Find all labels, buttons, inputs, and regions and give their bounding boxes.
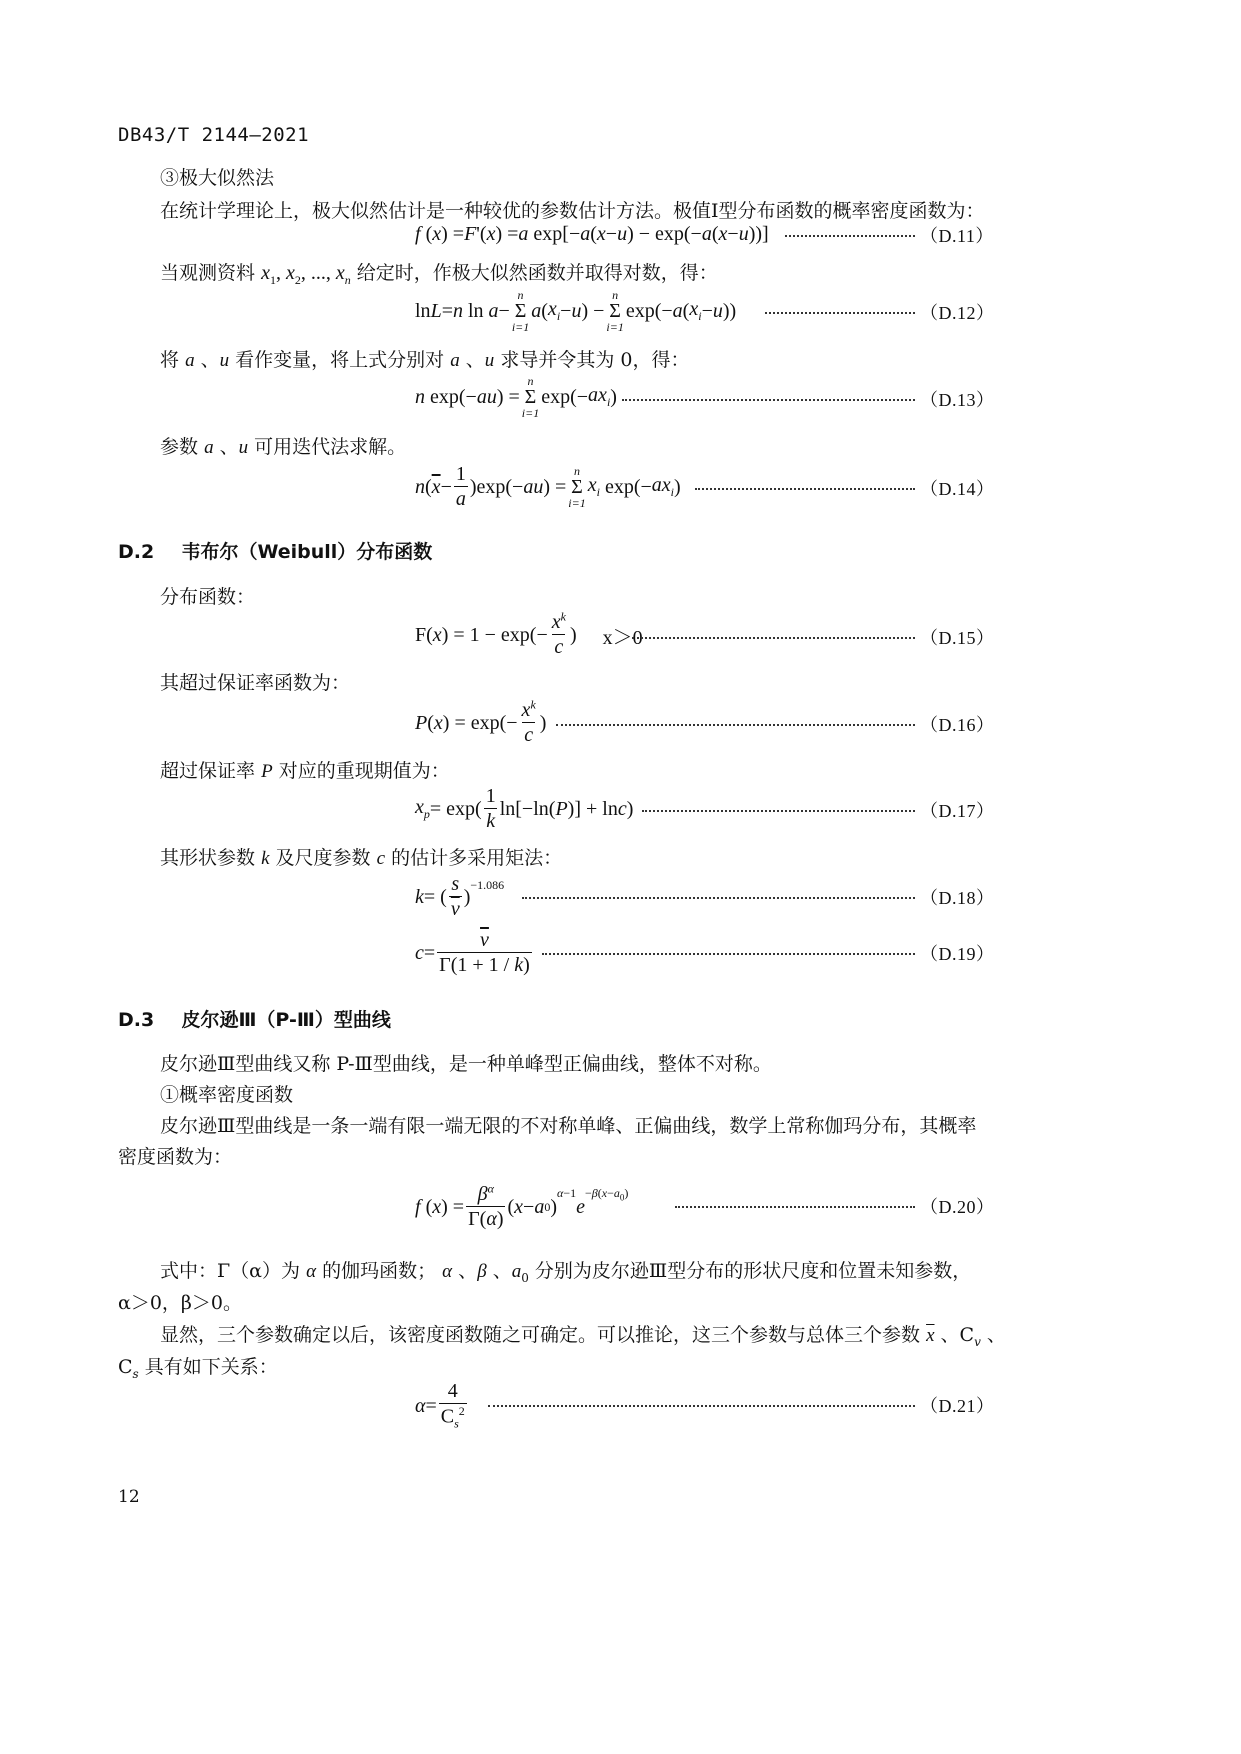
equation-number: （D.16）: [920, 715, 995, 735]
equation-number: （D.17）: [920, 801, 995, 821]
relation-text: 显然，三个参数确定以后，该密度函数随之可确定。可以推论，这三个参数与总体三个参数: [160, 1324, 921, 1346]
equation-d21: α = $\frac{4}{C_s^2}$: [415, 1380, 465, 1432]
equation-number: （D.18）: [920, 888, 995, 908]
pearson-description-line2: 密度函数为：: [118, 1146, 233, 1168]
leader-dots: [556, 724, 915, 726]
deriv-prefix: 将: [160, 349, 180, 371]
where-suffix: 分别为皮尔逊Ⅲ型分布的形状尺度和位置未知参数，: [534, 1260, 972, 1282]
exponent: −1.086: [470, 878, 505, 892]
leader-dots: [642, 810, 915, 812]
equation-d14: n ( $\overline{x}$ − $\frac{1}{a}$ )exp(− au ) = n Σ i=1 $x_i$ exp(− $ax_i$ ): [415, 463, 681, 510]
equation-number: （D.15）: [920, 628, 995, 648]
deriv-suffix: 求导并令其为 0，得：: [500, 349, 690, 371]
pearson-description-line1: 皮尔逊Ⅲ型曲线是一条一端有限一端无限的不对称单峰、正偏曲线，数学上常称伽玛分布，其概率: [160, 1115, 977, 1137]
iter-suffix: 可用迭代法求解。: [254, 436, 407, 458]
where-mid: 的伽玛函数；: [322, 1260, 437, 1282]
exceedance-label: 其超过保证率函数为：: [160, 672, 351, 694]
shape-prefix: 其形状参数: [160, 847, 256, 869]
method-title: ③极大似然法: [160, 167, 275, 189]
section-number: D.3: [118, 1009, 155, 1031]
return-suffix: 对应的重现期值为：: [278, 760, 450, 782]
intro-paragraph: 在统计学理论上，极大似然估计是一种较优的参数估计方法。极值Ⅰ型分布函数的概率密度函数为：: [160, 200, 985, 222]
leader-dots: [695, 488, 915, 490]
document-id: DB43/T 2144—2021: [118, 124, 310, 146]
return-period-label: 超过保证率 P 对应的重现期值为：: [160, 760, 450, 782]
leader-dots: [542, 953, 915, 955]
leader-dots: [522, 897, 915, 899]
leader-dots: [675, 1206, 915, 1208]
derivative-paragraph: 将 a 、u 看作变量，将上式分别对 a 、u 求导并令其为 0，得：: [160, 349, 690, 371]
equation-d12: ln L = n ln a − n Σ i=1 a ( $x_i$ − u ) − n Σ i=1 exp(− a ( $x_i$ − u )): [415, 288, 737, 334]
section-heading-d2: [118, 537, 432, 564]
where-paragraph: 式中：Γ（α）为 α 的伽玛函数； α 、β 、$a_0$ 分别为皮尔逊Ⅲ型分布的形状尺度和位置未知参数，: [160, 1260, 972, 1285]
equation-number: （D.19）: [920, 944, 995, 964]
relation-suffix: 具有如下关系：: [144, 1356, 278, 1378]
obs-suffix: 给定时，作极大似然函数并取得对数，得：: [356, 262, 718, 284]
section-number: D.2: [118, 541, 155, 563]
equation-d19: c = $\frac{\overline{v}}{\Gamma(1 + 1 / k)}$: [415, 929, 530, 976]
pdf-subtitle: ①概率密度函数: [160, 1084, 294, 1106]
equation-d11: f ( x ) = F '( x ) = a exp[− a ( x − u ) − exp(− a ( x − u ))]: [415, 222, 769, 245]
shape-scale-label: 其形状参数 k 及尺度参数 c 的估计多采用矩法：: [160, 847, 563, 869]
return-prefix: 超过保证率: [160, 760, 256, 782]
equation-d18: k = ( $\frac{s}{v}$ ) $^{-1.086}$: [415, 873, 505, 920]
equation-number: （D.21）: [920, 1396, 995, 1416]
equation-d17: $x_p$ = exp( $\frac{1}{k}$ ln[−ln( P )] + ln c ): [415, 785, 634, 832]
obs-prefix: 当观测资料: [160, 262, 256, 284]
leader-dots: [632, 637, 915, 639]
leader-dots: [785, 235, 915, 237]
leader-dots: [488, 1405, 915, 1407]
leader-dots: [765, 312, 915, 314]
relation-paragraph-line2: $C_s$ 具有如下关系：: [118, 1356, 278, 1381]
equation-number: （D.20）: [920, 1197, 995, 1217]
equation-d13: n exp(− au ) = n Σ i=1 exp(− $ax_i$ ): [415, 374, 617, 420]
observation-paragraph: 当观测资料 $x_1$, $x_2$, ..., $x_n$ 给定时，作极大似然函数并取得对数，得：: [160, 262, 718, 287]
equation-number: （D.12）: [920, 303, 995, 323]
iteration-paragraph: 参数 a 、u 可用迭代法求解。: [160, 436, 407, 458]
leader-dots: [622, 399, 915, 401]
shape-mid: 及尺度参数: [275, 847, 371, 869]
iter-prefix: 参数: [160, 436, 199, 458]
relation-paragraph-line1: 显然，三个参数确定以后，该密度函数随之可确定。可以推论，这三个参数与总体三个参数 $\overline{x}$ 、$C_v$ 、: [160, 1324, 1006, 1349]
condition: x＞0: [602, 626, 643, 649]
section-title: 皮尔逊Ⅲ（P-Ⅲ）型曲线: [181, 1009, 391, 1031]
pearson-intro: 皮尔逊Ⅲ型曲线又称 P-Ⅲ型曲线，是一种单峰型正偏曲线，整体不对称。: [160, 1053, 772, 1075]
equation-number: （D.11）: [920, 226, 994, 246]
where-prefix: 式中：Γ（α）为: [160, 1260, 301, 1282]
equation-d16: P ( x ) = exp(− $\frac{x^k}{c}$ ): [415, 697, 547, 747]
section-title: 韦布尔（Weibull）分布函数: [181, 541, 433, 563]
distribution-label: 分布函数：: [160, 586, 256, 608]
shape-suffix: 的估计多采用矩法：: [391, 847, 563, 869]
page-number: 12: [118, 1487, 140, 1507]
section-heading-d3: [118, 1005, 391, 1032]
equation-number: （D.14）: [920, 479, 995, 499]
equation-number: （D.13）: [920, 390, 995, 410]
deriv-mid: 看作变量，将上式分别对: [235, 349, 445, 371]
equation-d15: F( x ) = 1 − exp(− $\frac{x^k}{c}$ ) x＞0: [415, 609, 643, 659]
condition-line: α＞0，β＞0。: [118, 1292, 242, 1314]
equation-d20: f ( x ) = $\frac{\beta^\alpha}{\Gamma(\alpha)}$ ( x − a 0 ) $^{\alpha -1}$ e $^{-\beta (x -a_0 )}$: [415, 1181, 629, 1231]
